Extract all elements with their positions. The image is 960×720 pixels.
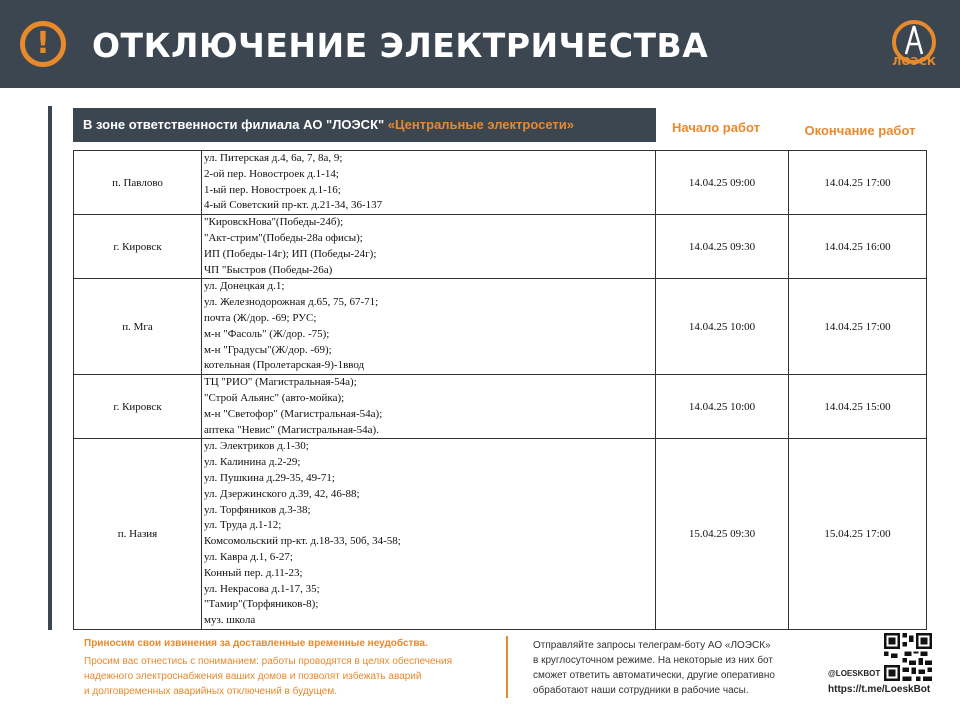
address-line: ул. Кавра д.1, 6-27; bbox=[204, 550, 293, 563]
addresses-cell bbox=[202, 375, 656, 439]
table-row bbox=[74, 375, 927, 439]
start-time-cell: 14.04.25 10:00 bbox=[656, 279, 789, 375]
page-title: ОТКЛЮЧЕНИЕ ЭЛЕКТРИЧЕСТВА bbox=[92, 26, 709, 65]
outage-table bbox=[73, 150, 927, 630]
addresses-cell bbox=[202, 279, 656, 375]
zone-prefix: В зоне ответственности филиала АО "ЛОЭСК" bbox=[83, 117, 385, 132]
apology-line: и долговременных аварийных отключений в будущем. bbox=[84, 686, 337, 697]
address-line: м-н "Светофор" (Магистральная-54а); bbox=[204, 407, 383, 420]
address-line: ул. Электриков д.1-30; bbox=[204, 440, 309, 453]
address-line: м-н "Фасоль" (Ж/дор. -75); bbox=[204, 327, 330, 340]
start-time-cell: 14.04.25 10:00 bbox=[656, 375, 789, 439]
address-line: "Тамир"(Торфяников-8); bbox=[204, 598, 319, 611]
address-line: ул. Калинина д.2-29; bbox=[204, 456, 301, 469]
address-line: ул. Пушкина д.29-35, 49-71; bbox=[204, 471, 335, 484]
address-line: ул. Питерская д.4, 6а, 7, 8а, 9; bbox=[204, 152, 343, 164]
location-cell: п. Назия bbox=[74, 439, 202, 630]
location-cell: г. Кировск bbox=[74, 375, 202, 439]
address-line: ИП (Победы-14г); ИП (Победы-24г); bbox=[204, 247, 377, 260]
table-row bbox=[74, 215, 927, 279]
address-line: котельная (Пролетарская-9)-1ввод bbox=[204, 359, 365, 372]
bot-handle: @LOESKBOT bbox=[828, 669, 881, 678]
addresses-cell bbox=[202, 151, 656, 215]
qr-code-icon[interactable] bbox=[884, 633, 932, 681]
address-line: ул. Труда д.1-12; bbox=[204, 519, 282, 532]
loesk-logo-icon bbox=[882, 14, 946, 78]
address-line: 2-ой пер. Новостроек д.1-14; bbox=[204, 167, 339, 180]
bot-line: в круглосуточном режиме. На некоторые из них бот bbox=[533, 655, 773, 666]
start-time-cell: 15.04.25 09:30 bbox=[656, 439, 789, 630]
table-row bbox=[74, 151, 927, 215]
address-line: аптека "Невис" (Магистральная-54а). bbox=[204, 423, 379, 436]
table-row bbox=[74, 439, 927, 630]
end-time-cell: 14.04.25 17:00 bbox=[789, 151, 927, 215]
address-line: 1-ый пер. Новостроек д.1-16; bbox=[204, 183, 341, 196]
address-line: ул. Дзержинского д.39, 42, 46-88; bbox=[204, 487, 360, 500]
address-line: ул. Железнодорожная д.65, 75, 67-71; bbox=[204, 296, 379, 309]
address-line: Комсомольский пр-кт. д.18-33, 50б, 34-58; bbox=[204, 535, 401, 548]
end-time-cell: 15.04.25 17:00 bbox=[789, 439, 927, 630]
bot-info bbox=[533, 638, 813, 698]
start-time-cell: 14.04.25 09:30 bbox=[656, 215, 789, 279]
logo-text: ЛОЭСК bbox=[892, 55, 936, 68]
zone-banner bbox=[73, 108, 656, 142]
end-time-cell: 14.04.25 15:00 bbox=[789, 375, 927, 439]
end-time-cell: 14.04.25 16:00 bbox=[789, 215, 927, 279]
location-cell: п. Павлово bbox=[74, 151, 202, 215]
start-time-cell: 14.04.25 09:00 bbox=[656, 151, 789, 215]
bot-line: сможет ответить автоматически, другие оперативно bbox=[533, 670, 775, 681]
zone-branch: «Центральные электросети» bbox=[387, 117, 574, 132]
end-column-header: Окончание работ bbox=[804, 123, 916, 138]
apology-title: Приносим свои извинения за доставленные временные неудобства. bbox=[84, 638, 428, 649]
left-divider bbox=[48, 106, 52, 630]
address-line: ул. Некрасова д.1-17, 35; bbox=[204, 582, 320, 595]
page-header bbox=[0, 0, 960, 88]
location-cell: п. Мга bbox=[74, 279, 202, 375]
footer-divider bbox=[506, 636, 508, 698]
address-line: ТЦ "РИО" (Магистральная-54а); bbox=[204, 376, 357, 389]
apology-line: надежного электроснабжения ваших домов и позволят избежать аварий bbox=[84, 671, 422, 682]
address-line: Конный пер. д.11-23; bbox=[204, 566, 303, 579]
bot-line: Отправляйте запросы телеграм-боту АО «ЛОЭСК» bbox=[533, 640, 771, 651]
addresses-cell bbox=[202, 439, 656, 630]
address-line: м-н "Градусы"(Ж/дор. -69); bbox=[204, 343, 332, 356]
address-line: ул. Донецкая д.1; bbox=[204, 280, 285, 293]
address-line: "КировскНова"(Победы-24б); bbox=[204, 216, 344, 229]
address-line: муз. школа bbox=[204, 614, 256, 627]
bot-link[interactable]: https://t.me/LoeskBot bbox=[828, 684, 931, 695]
apology-text bbox=[84, 654, 494, 699]
address-line: почта (Ж/дор. -69; РУС; bbox=[204, 311, 317, 324]
address-line: ул. Торфяников д.3-38; bbox=[204, 503, 311, 516]
address-line: 4-ый Советский пр-кт. д.21-34, 36-137 bbox=[204, 199, 383, 212]
bot-line: обработают наши сотрудники в рабочие часы. bbox=[533, 685, 749, 696]
table-row bbox=[74, 279, 927, 375]
address-line: "Акт-стрим"(Победы-28а офисы); bbox=[204, 231, 363, 244]
apology-line: Просим вас отнестись с пониманием: работы проводятся в целях обеспечения bbox=[84, 656, 453, 667]
end-time-cell: 14.04.25 17:00 bbox=[789, 279, 927, 375]
start-column-header: Начало работ bbox=[672, 120, 760, 135]
address-line: "Строй Альянс" (авто-мойка); bbox=[204, 391, 345, 404]
addresses-cell bbox=[202, 215, 656, 279]
address-line: ЧП "Быстров (Победы-26а) bbox=[204, 263, 333, 276]
exclamation-circle-icon: ! bbox=[20, 21, 66, 67]
location-cell: г. Кировск bbox=[74, 215, 202, 279]
